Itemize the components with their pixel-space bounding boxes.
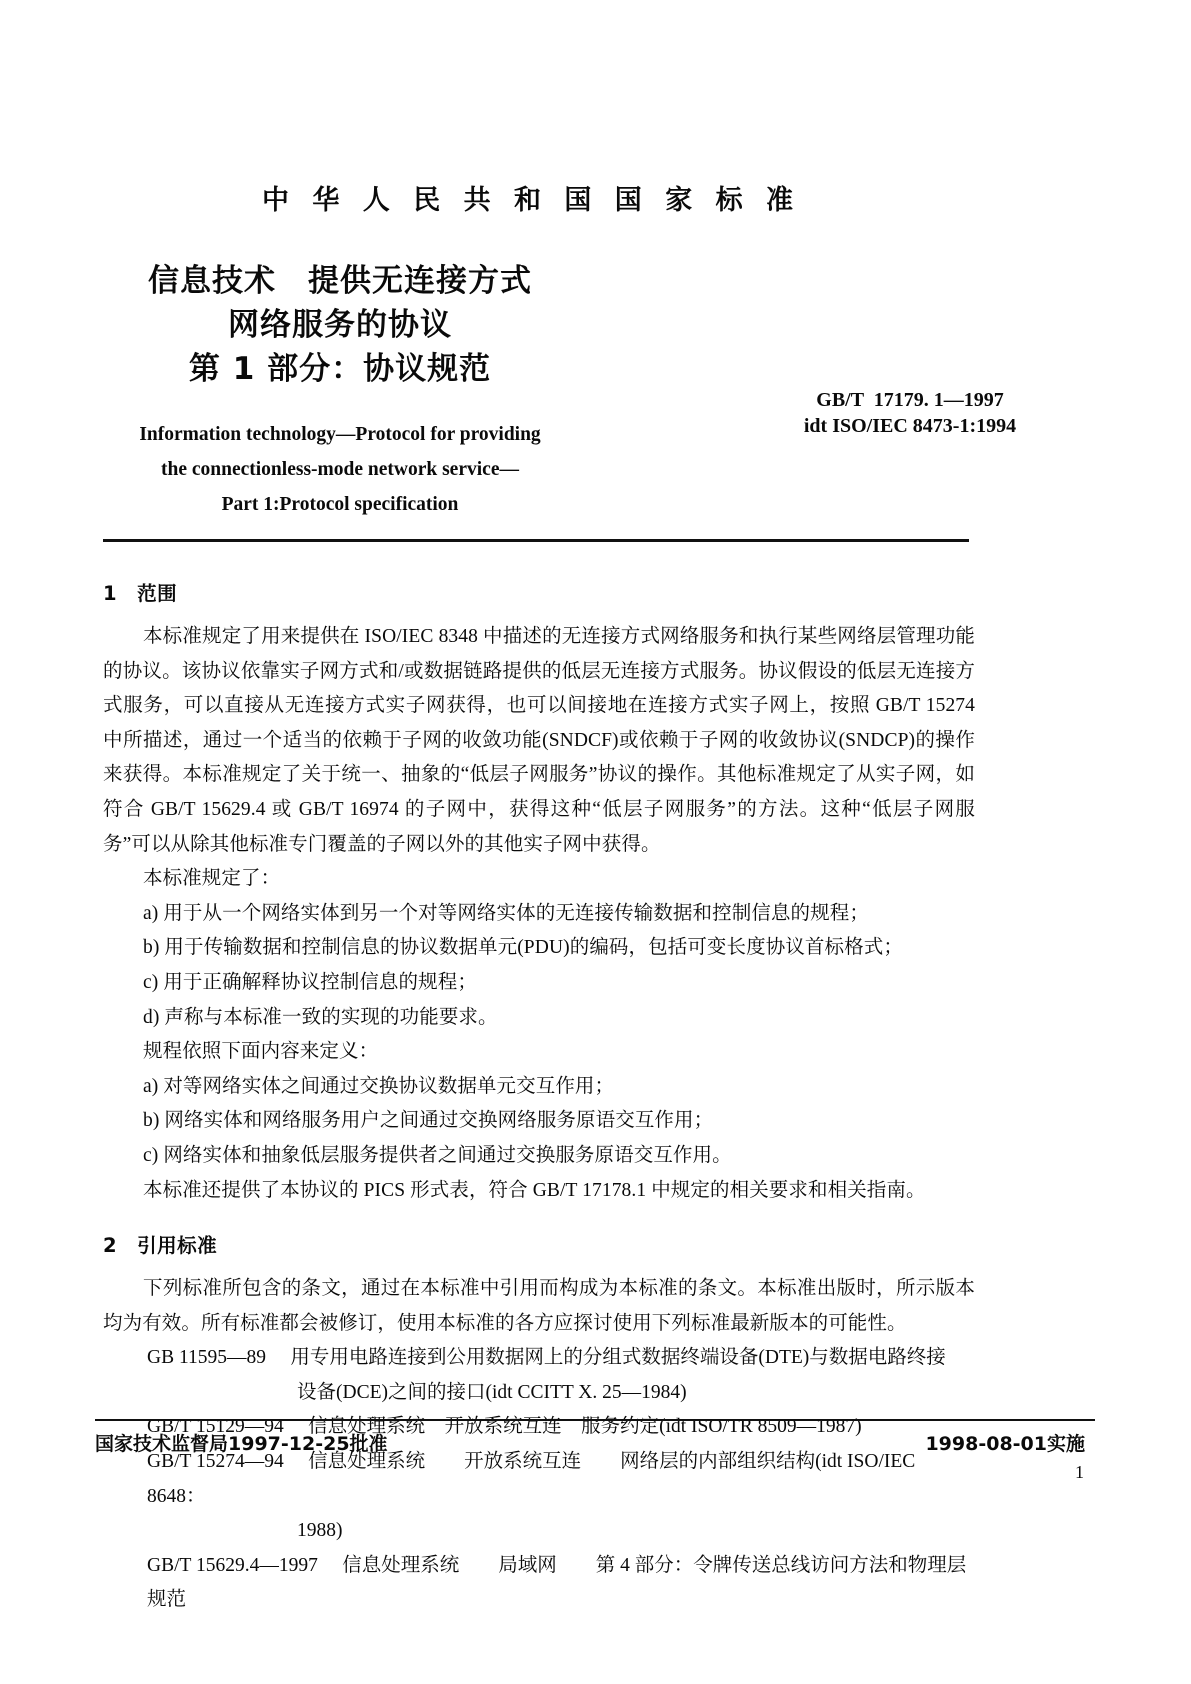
reference-id: GB/T 15629.4—1997: [147, 1554, 318, 1576]
english-title-line-2: the connectionless-mode network service—: [161, 459, 519, 480]
section-1-paragraph-3: 规程依照下面内容来定义：: [143, 1041, 379, 1063]
chinese-title-line-2: 网络服务的协议: [228, 307, 452, 343]
list-item: a) 对等网络实体之间通过交换协议数据单元交互作用；: [143, 1075, 615, 1097]
section-1-paragraph-2: 本标准规定了：: [143, 868, 281, 890]
section-1-heading: 1 范围: [103, 582, 178, 605]
chinese-title-line-1: 信息技术 提供无连接方式: [148, 263, 532, 299]
document-body: [103, 578, 975, 1618]
page-number: 1: [1075, 1462, 1084, 1482]
reference-text: 用专用电路连接到公用数据网上的分组式数据终端设备(DTE)与数据电路终接: [290, 1347, 946, 1369]
english-title-line-3: Part 1:Protocol specification: [221, 494, 459, 515]
reference-item: [103, 1445, 975, 1549]
reference-id: GB/T 15129—94: [147, 1416, 284, 1438]
standard-number-block: [700, 387, 1120, 439]
reference-text: 信息处理系统 开放系统互连 网络层的内部组织结构(idt ISO/IEC 8648：: [147, 1451, 916, 1507]
chinese-title-line-3: 第 1 部分：协议规范: [188, 351, 492, 387]
section-2-heading: 2 引用标准: [103, 1234, 218, 1258]
section-2-paragraph-1: 下列标准所包含的条文，通过在本标准中引用而构成为本标准的条文。本标准出版时，所示版本均为有效。所有标准都会被修订，使用本标准的各方应探讨使用下列标准最新版本的可能性。: [103, 1278, 975, 1334]
implementation-date: 1998-08-01实施: [925, 1433, 1085, 1455]
reference-text: 信息处理系统 开放系统互连 服务约定(idt ISO/TR 8509—1987): [308, 1416, 862, 1438]
section-1-paragraph-1: 本标准规定了用来提供在 ISO/IEC 8348 中描述的无连接方式网络服务和执行某些网络层管理功能的协议。该协议依靠实子网方式和/或数据链路提供的低层无连接方式服务。协议假设的低层无连接方式服务，可以直接从无连接方式实子网获得，也可以间接地在连接方式实子网上，按照 GB/T 15274 中所描述，通过一个适当的依赖于子网的收敛功能(SNDCF)或依赖于子网的收敛协议(SNDCP)的操作来获得。本标准规定了关于统一、抽象的“低层子网服务”协议的操作。其他标准规定了从实子网，如符合 GB/T 15629.4 或 GB/T 16974 的子网中，获得这种“低层子网服务”的方法。这种“低层子网服务”可以从除其他标准专门覆盖的子网以外的其他实子网中获得。: [103, 626, 975, 855]
chinese-title: [0, 259, 680, 391]
list-item: c) 网络实体和抽象低层服务提供者之间通过交换服务原语交互作用。: [143, 1144, 732, 1166]
header-divider-rule: [103, 539, 969, 542]
list-item: a) 用于从一个网络实体到另一个对等网络实体的无连接传输数据和控制信息的规程；: [143, 902, 869, 924]
page-footer: [95, 1419, 1095, 1456]
english-title: [0, 417, 680, 522]
english-title-line-1: Information technology—Protocol for providing: [139, 424, 541, 445]
list-item: d) 声称与本标准一致的实现的功能要求。: [143, 1006, 498, 1028]
approval-statement: 国家技术监督局1997-12-25批准: [95, 1433, 388, 1455]
list-item: b) 用于传输数据和控制信息的协议数据单元(PDU)的编码，包括可变长度协议首标格式；: [143, 937, 903, 959]
reference-text: 信息处理系统 局域网 第 4 部分：令牌传送总线访问方法和物理层规范: [147, 1554, 967, 1611]
list-item: b) 网络实体和网络服务用户之间通过交换网络服务原语交互作用；: [143, 1110, 714, 1132]
national-standard-banner: 中 华 人 民 共 和 国 国 家 标 准: [262, 185, 800, 216]
reference-continuation: 1988): [297, 1520, 343, 1542]
standard-idt-reference: idt ISO/IEC 8473-1:1994: [803, 415, 1017, 437]
cover-header: [0, 178, 1191, 522]
reference-id: GB/T 15274—94: [147, 1451, 284, 1473]
reference-continuation: 设备(DCE)之间的接口(idt CCITT X. 25—1984): [297, 1381, 687, 1403]
reference-item: [103, 1549, 975, 1618]
reference-id: GB 11595—89: [147, 1347, 266, 1369]
reference-item: [103, 1341, 975, 1410]
list-item: c) 用于正确解释协议控制信息的规程；: [143, 971, 477, 993]
standard-number: GB/T 17179. 1—1997: [816, 389, 1004, 411]
section-1-paragraph-4: 本标准还提供了本协议的 PICS 形式表，符合 GB/T 17178.1 中规定的相关要求和相关指南。: [143, 1179, 926, 1201]
